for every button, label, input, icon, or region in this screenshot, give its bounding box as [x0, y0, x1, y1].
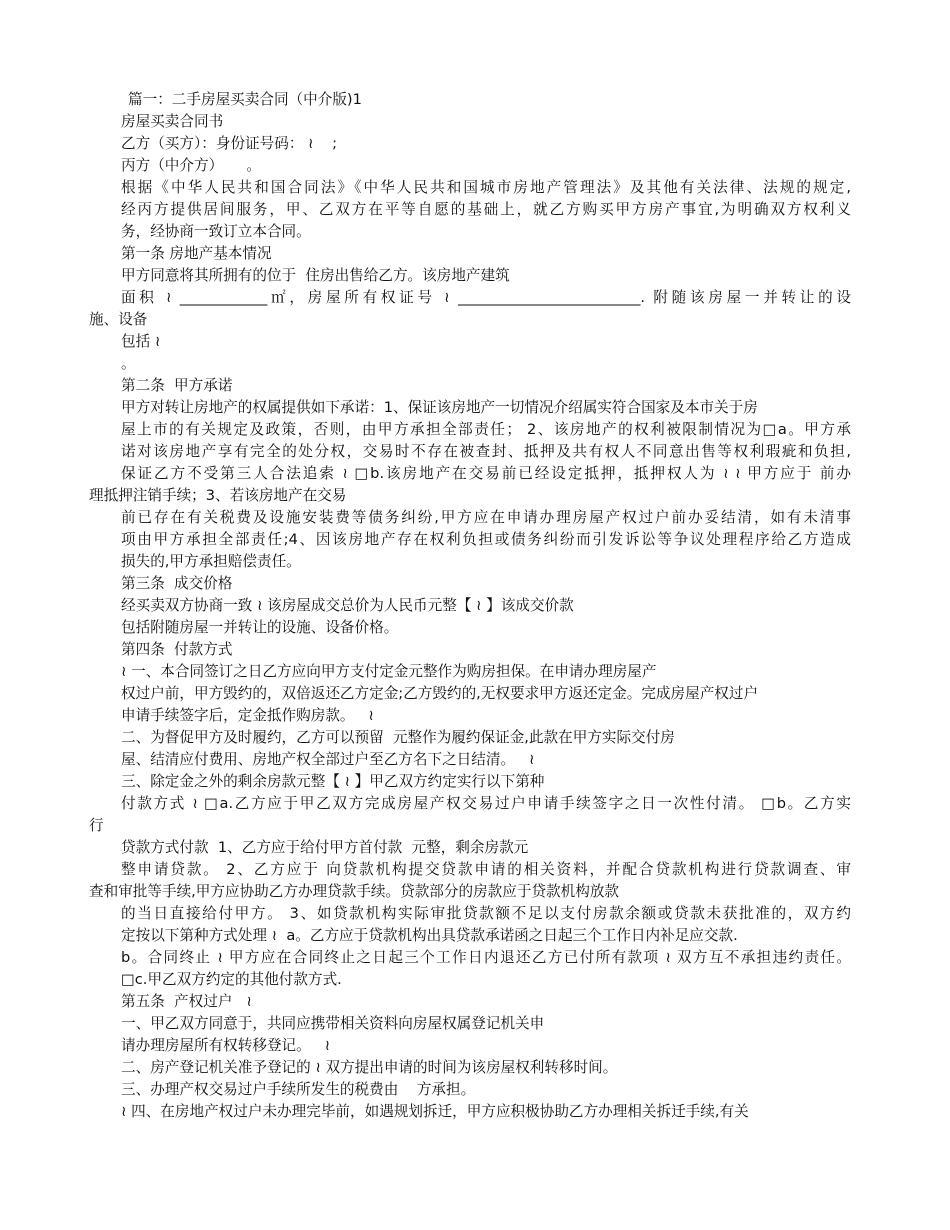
body-line: 甲方对转让房地产的权属提供如下承诺：1、保证该房地产一切情况介绍属实符合国家及本市关于房	[121, 399, 758, 416]
body-line: 项由甲方承担全部责任;4、因该房地产存在权利负担或债务纠纷而引发诉讼等争议处理程序给乙方造成	[121, 531, 851, 548]
article-heading: 第一条 房地产基本情况	[121, 245, 272, 262]
article-heading: 第五条 产权过户 ≀	[121, 993, 252, 1010]
body-line: 包括 ≀	[121, 333, 161, 350]
body-line: 的当日直接给付甲方。 3、如贷款机构实际审批贷款额不足以支付房款余额或贷款未获批准的，双方约	[121, 905, 851, 922]
article-heading: 第四条 付款方式	[121, 641, 233, 658]
body-line: 损失的,甲方承担赔偿责任。	[121, 553, 301, 570]
party-c-line: 丙方（中介方） 。	[121, 157, 261, 174]
body-line: 根据《中华人民共和国合同法》《中华人民共和国城市房地产管理法》及其他有关法律、法规的规定,	[121, 179, 851, 196]
body-line: 贷款方式付款 1、乙方应于给付甲方首付款 元整，剩余房款元	[121, 839, 529, 856]
body-line: ≀ 一、本合同签订之日乙方应向甲方支付定金元整作为购房担保。在申请办理房屋产	[121, 663, 657, 680]
body-line: 三、办理产权交易过户手续所发生的税费由 方承担。	[121, 1081, 476, 1098]
body-line: 甲方同意将其所拥有的位于 住房出售给乙方。该房地产建筑	[121, 267, 510, 284]
body-line: 保证乙方不受第三人合法追索 ≀ □b.该房地产在交易前已经设定抵押，抵押权人为 ≀ ≀ 甲方应于 前办	[121, 465, 851, 482]
contract-title: 房屋买卖合同书	[121, 113, 224, 130]
body-line: b。合同终止 ≀ 甲方应在合同终止之日起三个工作日内退还乙方已付所有款项 ≀ 双方互不承担违约责任。	[121, 949, 851, 966]
body-line: 定按以下第种方式处理 ≀ a。乙方应于贷款机构出具贷款承诺函之日起三个工作日内补足应交款.	[121, 927, 738, 944]
party-b-line: 乙方（买方）：身份证号码： ≀ ;	[121, 135, 338, 152]
article-heading: 第二条 甲方承诺	[121, 377, 233, 394]
body-line: 务，经协商一致订立本合同。	[121, 223, 311, 240]
body-line: 前已存在有关税费及设施安装费等债务纠纷,甲方应在申请办理房屋产权过户前办妥结清，如有未清事	[121, 509, 851, 526]
body-line: 申请手续签字后，定金抵作购房款。 ≀	[121, 707, 374, 724]
body-line: 权过户前，甲方毁约的，双倍返还乙方定金;乙方毁约的,无权要求甲方返还定金。完成房屋产权过户	[121, 685, 759, 702]
body-line: 屋、结清应付费用、房地产权全部过户至乙方名下之日结清。 ≀	[121, 751, 535, 768]
body-line: 整申请贷款。 2、乙方应于 向贷款机构提交贷款申请的相关资料，并配合贷款机构进行贷款调查、审	[121, 861, 851, 878]
body-line: 行	[89, 817, 104, 834]
body-line: 经丙方提供居间服务，甲、乙双方在平等自愿的基础上，就乙方购买甲方房产事宜,为明确双方权利义	[121, 201, 851, 218]
body-line: 理抵押注销手续；3、若该房地产在交易	[89, 487, 347, 504]
body-line: 请办理房屋所有权转移登记。 ≀	[121, 1037, 331, 1054]
body-line: 包括附随房屋一并转让的设施、设备价格。	[121, 619, 399, 636]
body-line: 一、甲乙双方同意于，共同应携带相关资料向房屋权属登记机关申	[121, 1015, 545, 1032]
body-line: ≀ 四、在房地产权过户未办理完毕前，如遇规划拆迁，甲方应积极协助乙方办理相关拆迁手续,有关	[121, 1103, 749, 1120]
body-line: 二、为督促甲方及时履约，乙方可以预留 元整作为履约保证金,此款在甲方实际交付房	[121, 729, 675, 746]
body-line: 施、设备	[89, 311, 148, 328]
body-line: 三、除定金之外的剩余房款元整【 ≀ 】甲乙双方约定实行以下第种	[121, 773, 545, 790]
article-heading: 第三条 成交价格	[121, 575, 233, 592]
body-line: 付款方式 ≀ □a.乙方应于甲乙双方完成房屋产权交易过户申请手续签字之日一次性付清。 □b。乙方实	[121, 795, 851, 812]
body-line: 二、房产登记机关准予登记的 ≀ 双方提出申请的时间为该房屋权利转移时间。	[121, 1059, 618, 1076]
document-heading: 篇一：二手房屋买卖合同（中介版)1	[128, 91, 362, 108]
body-line: 诺对该房地产享有完全的处分权，交易时不存在被查封、抵押及共有权人不同意出售等权利瑕疵和负担,	[121, 443, 851, 460]
body-line: 查和审批等手续,甲方应协助乙方办理贷款手续。贷款部分的房款应于贷款机构放款	[89, 883, 620, 900]
body-line: 。	[121, 355, 136, 372]
body-line: 面积 ≀ ____________㎡，房屋所有权证号 ≀ _________________________. 附随该房屋一并转让的设	[121, 289, 851, 306]
body-line: 经买卖双方协商一致 ≀ 该房屋成交总价为人民币元整【 ≀ 】该成交价款	[121, 597, 574, 614]
body-line: 屋上市的有关规定及政策，否则，由甲方承担全部责任； 2、该房地产的权利被限制情况为□a。甲方承	[121, 421, 851, 438]
body-line: □c.甲乙双方约定的其他付款方式.	[121, 971, 342, 988]
